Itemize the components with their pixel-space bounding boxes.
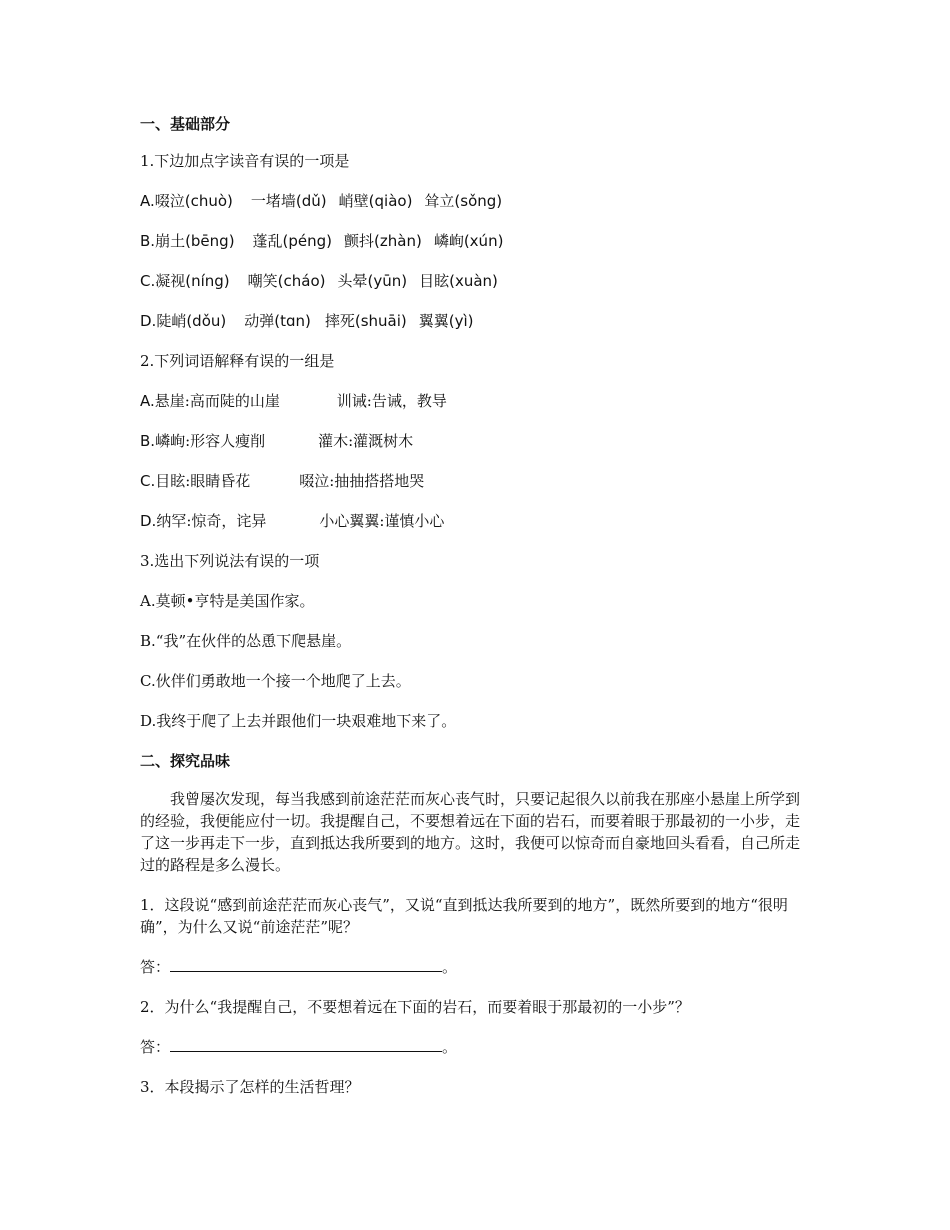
answer-label: 答： <box>140 958 171 976</box>
question-1-option-b <box>140 231 503 251</box>
option-label: C. <box>140 472 156 490</box>
option-item: 颤抖(zhàn) <box>344 232 422 250</box>
option-label: D. <box>140 312 157 330</box>
question-2-option-d <box>140 511 444 531</box>
question-1-stem: 1.下边加点字读音有误的一项是 <box>140 152 350 170</box>
option-item: 蓬乱(péng) <box>252 232 333 250</box>
option-item: 崩土(bēng) <box>155 232 235 250</box>
question-2-stem: 2.下列词语解释有误的一组是 <box>140 352 335 370</box>
option-item: 嶙峋(xún) <box>433 232 504 250</box>
question-2-option-a <box>140 391 447 411</box>
option-item: 陡峭(dǒu) <box>156 312 227 330</box>
answer-blank[interactable] <box>170 957 442 972</box>
option-label: D. <box>140 512 157 530</box>
option-item: 嘲笑(cháo) <box>247 272 326 290</box>
option-item: 目眩(xuàn) <box>419 272 498 290</box>
inquiry-question-2: 2．为什么“我提醒自己，不要想着远在下面的岩石，而要着眼于那最初的一小步”？ <box>140 998 690 1016</box>
question-3-option-c: C.伙伴们勇敢地一个接一个地爬了上去。 <box>140 672 411 690</box>
option-right: 小心翼翼:谨慎小心 <box>319 512 445 530</box>
answer-line-2 <box>140 1037 457 1057</box>
answer-end: 。 <box>442 1038 458 1056</box>
option-item: 头晕(yūn) <box>337 272 408 290</box>
option-item: 凝视(níng) <box>155 272 230 290</box>
question-2-option-b <box>140 431 413 451</box>
option-item: 一堵墙(dǔ) <box>250 192 327 210</box>
question-3-stem: 3.选出下列说法有误的一项 <box>140 552 320 570</box>
option-label: A. <box>140 392 155 410</box>
answer-line-1 <box>140 957 457 977</box>
question-2-option-c <box>140 471 424 491</box>
option-right: 灌木:灌溉树木 <box>318 432 414 450</box>
option-label: B. <box>140 432 156 450</box>
option-item: 摔死(shuāi) <box>324 312 407 330</box>
inquiry-question-1: 1．这段说“感到前途茫茫而灰心丧气”，又说“直到抵达我所要到的地方”，既然所要到的地方“很明确”，为什么又说“前途茫茫”呢？ <box>140 896 788 936</box>
answer-blank[interactable] <box>170 1037 442 1052</box>
section-heading-basics: 一、基础部分 <box>140 115 231 133</box>
option-item: 耸立(sǒng) <box>424 192 503 210</box>
question-3-option-d: D.我终于爬了上去并跟他们一块艰难地下来了。 <box>140 712 457 730</box>
option-right: 啜泣:抽抽搭搭地哭 <box>299 472 425 490</box>
answer-label: 答： <box>140 1038 171 1056</box>
question-1-option-a <box>140 191 502 211</box>
section-heading-inquiry: 二、探究品味 <box>140 752 231 770</box>
option-right: 训诫:告诫，教导 <box>336 392 447 410</box>
answer-end: 。 <box>442 958 458 976</box>
option-left: 嶙峋:形容人瘦削 <box>155 432 266 450</box>
option-label: C. <box>140 272 156 290</box>
option-label: B. <box>140 232 156 250</box>
option-item: 翼翼(yì) <box>418 312 474 330</box>
question-1-option-c <box>140 271 498 291</box>
option-left: 悬崖:高而陡的山崖 <box>154 392 280 410</box>
reading-passage: 我曾屡次发现，每当我感到前途茫茫而灰心丧气时，只要记起很久以前我在那座小悬崖上所学到的经验，我便能应付一切。我提醒自己，不要想着远在下面的岩石，而要着眼于那最初的一小步，走了这一步再走下一步，直到抵达我所要到的地方。这时，我便可以惊奇而自豪地回头看看，自己所走过的路程是多么漫长。 <box>140 790 801 874</box>
option-item: 啜泣(chuò) <box>154 192 233 210</box>
option-left: 纳罕:惊奇，诧异 <box>156 512 267 530</box>
question-1-option-d <box>140 311 474 331</box>
option-left: 目眩:眼睛昏花 <box>155 472 251 490</box>
question-3-option-b: B.“我”在伙伴的怂恿下爬悬崖。 <box>140 632 352 650</box>
option-label: A. <box>140 192 155 210</box>
option-item: 动弹(tɑn) <box>244 312 311 330</box>
inquiry-question-3: 3．本段揭示了怎样的生活哲理？ <box>140 1078 360 1096</box>
option-item: 峭壁(qiào) <box>338 192 413 210</box>
question-3-option-a: A.莫顿•亨特是美国作家。 <box>140 592 315 610</box>
